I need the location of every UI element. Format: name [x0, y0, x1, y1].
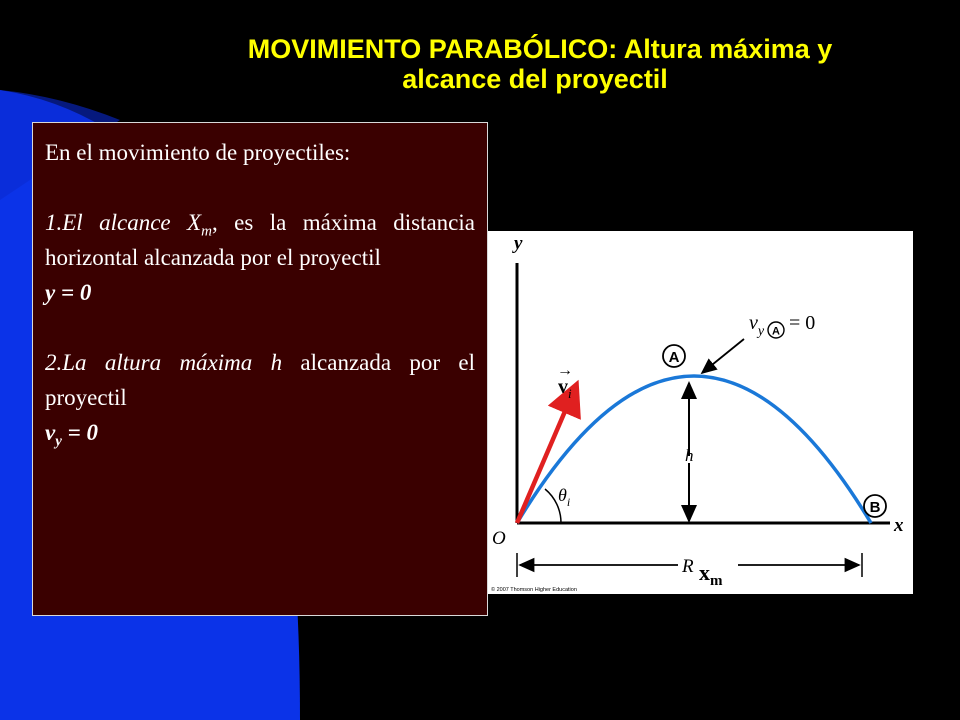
origin-label: O — [492, 528, 506, 549]
vy-equals-zero: = 0 — [789, 312, 816, 334]
x-axis-label: x — [894, 515, 904, 536]
item-1 — [45, 205, 475, 275]
text-panel — [32, 122, 488, 616]
item-1-prefix: 1.El alcance X — [45, 210, 202, 235]
item-2-prefix: 2.La altura máxima h — [45, 350, 283, 375]
vy-point-a-label: A — [772, 325, 780, 338]
title-line-2: alcance del proyectil — [402, 64, 668, 94]
slide-title — [150, 34, 930, 94]
intro-label: En el movimiento de proyectiles: — [45, 140, 351, 165]
item-1-subscript: m — [201, 223, 212, 240]
range-label-xm: $x_m$ — [699, 560, 723, 589]
point-a-label: A — [668, 349, 680, 366]
point-b-label: B — [869, 499, 881, 516]
item-1-condition: y = 0 — [45, 280, 92, 305]
item-2-cond-base: v — [45, 420, 56, 445]
vy-pointer — [702, 339, 744, 373]
projectile-figure — [488, 231, 913, 594]
item-2-suffix: alcanzada por el proyectil — [45, 350, 475, 410]
item-2-cond-rest: = 0 — [61, 420, 98, 445]
item-2-condition — [45, 415, 475, 450]
height-label: h — [685, 446, 694, 465]
range-label-r: R — [682, 556, 694, 577]
figure-credit: © 2007 Thomson Higher Education — [491, 587, 577, 593]
velocity-label: $v_i$ — [558, 376, 572, 401]
intro-text — [45, 135, 475, 170]
item-2-cond-sub: y — [55, 433, 62, 450]
item-2 — [45, 345, 475, 415]
item-1-suffix: , es la máxima distancia horizontal alcanzada por el proyectil — [45, 210, 475, 270]
velocity-arrow-glyph: → — [557, 362, 573, 379]
title-line-1: MOVIMIENTO PARABÓLICO: Altura máxima y — [247, 34, 833, 64]
vy-label: $v_y$ — [749, 312, 765, 339]
y-axis-label: y — [514, 233, 523, 254]
angle-label: $\theta_i$ — [558, 485, 571, 509]
